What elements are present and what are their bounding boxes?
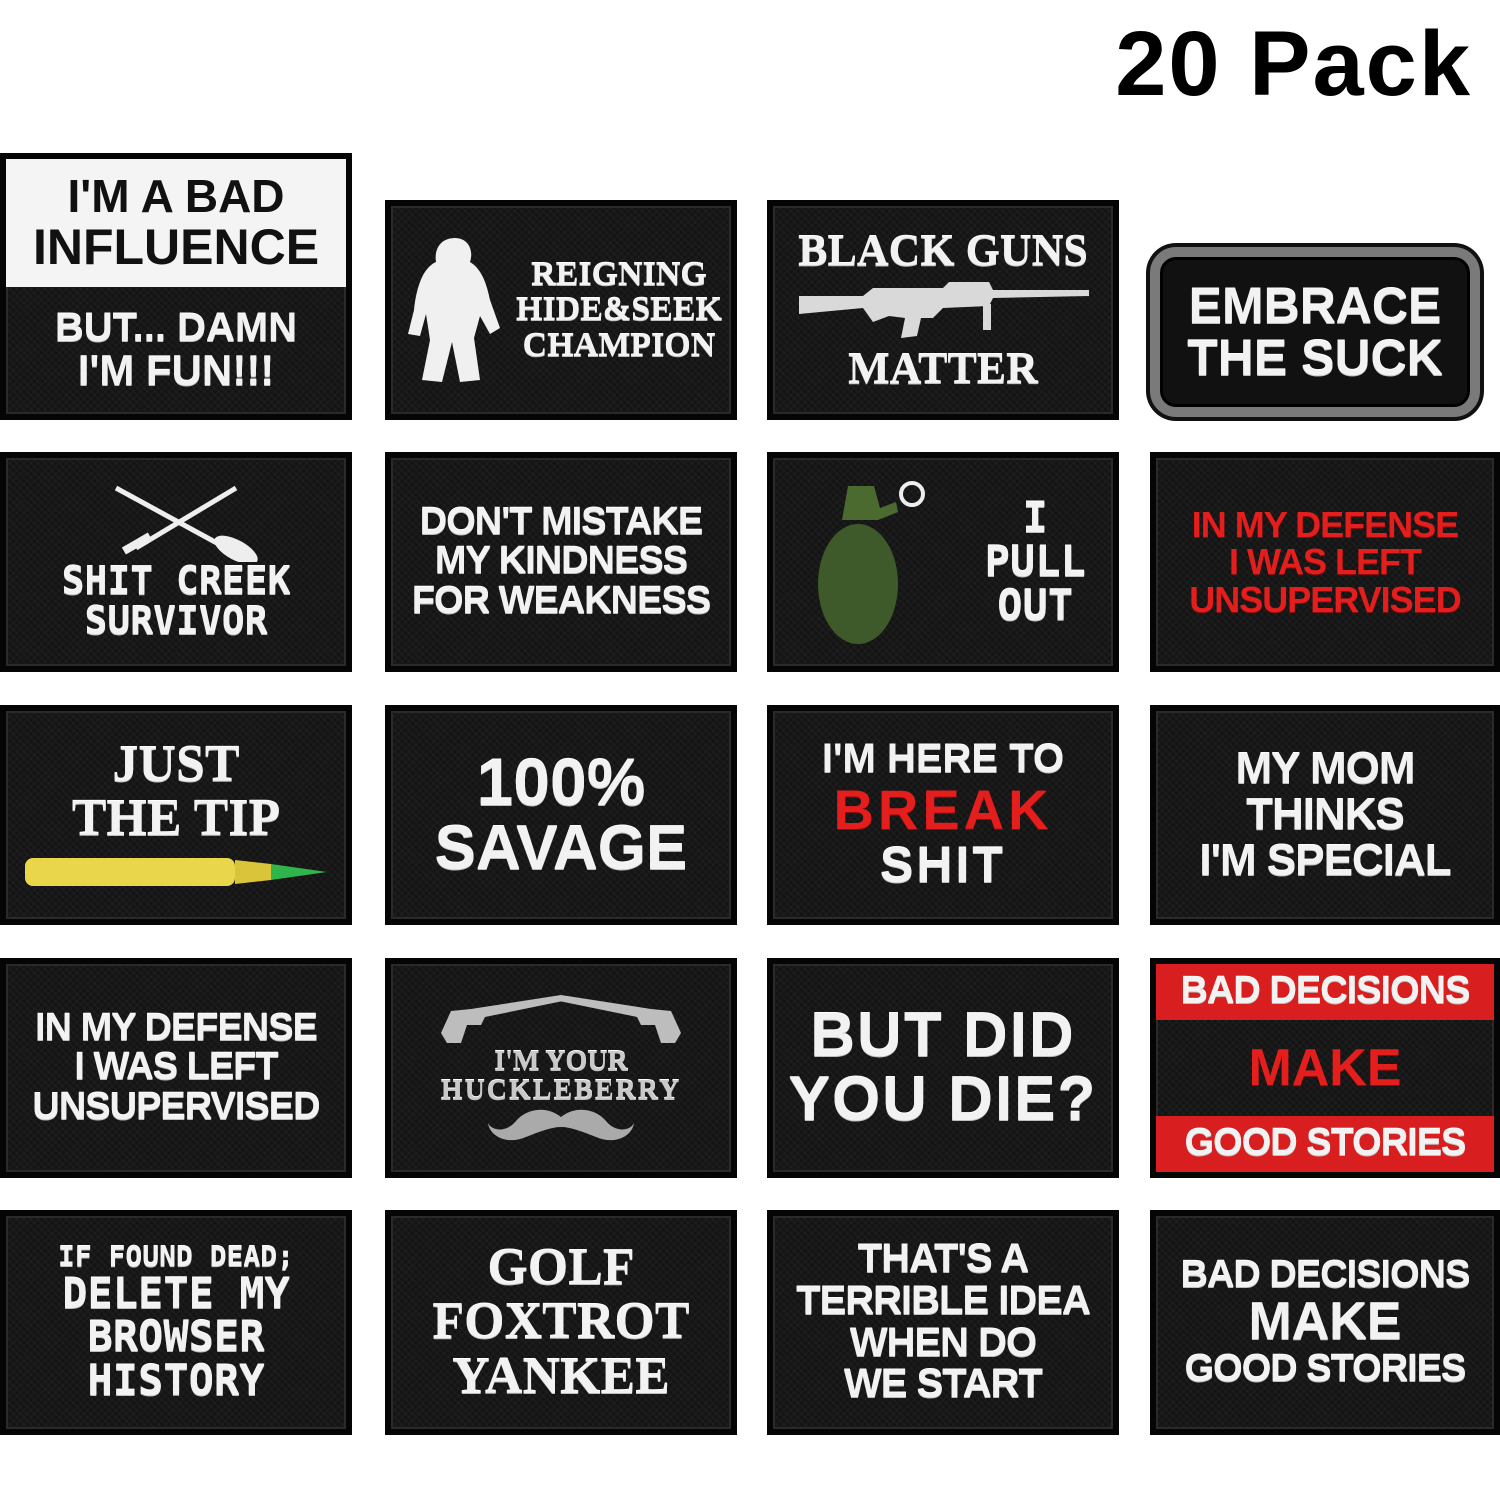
patch-just-the-tip [0,705,352,925]
patch-text-line: MY KINDNESS [434,540,688,583]
patch-text-line: TERRIBLE IDEA [796,1278,1090,1323]
patch-text-line: THAT'S A [857,1237,1029,1282]
crossed-paddles-icon [76,482,276,562]
patch-bad-influence [0,153,352,420]
patch-embrace-the-suck [1150,247,1480,417]
patch-text-line: YOU DIE? [788,1065,1098,1134]
patch-in-my-defense-white [0,958,352,1178]
rifle-icon [793,274,1093,346]
patch-text-line: SHIT CREEK [61,559,291,604]
patch-pull-out [767,452,1119,672]
patch-text-line: BLACK GUNS [798,226,1088,276]
patch-text-line: CHAMPION [522,326,716,364]
patch-text-line: I WAS LEFT [74,1046,278,1089]
patch-text-line: GOOD STORIES [1184,1122,1466,1165]
patch-text-line: BREAK [833,777,1053,841]
patch-text-line: WHEN DO [849,1320,1037,1365]
grenade-icon [800,472,930,652]
patch-text-line: I WAS LEFT [1229,541,1421,583]
patch-golf-foxtrot-yankee [385,1210,737,1435]
patch-text-line: FOR WEAKNESS [411,579,711,622]
patch-text-line: HUCKLEBERRY [440,1075,682,1106]
patch-text-line: I'M A BAD [67,170,285,223]
patch-text-line: INFLUENCE [32,218,320,275]
patch-hide-and-seek [385,200,737,420]
white-band [6,159,346,287]
patch-text-line: BUT DID [810,1000,1076,1070]
patch-text-line: I'M FUN!!! [77,347,275,395]
patch-text-line: YANKEE [452,1347,670,1405]
patch-text-line: SHIT [880,836,1006,893]
patch-text-line: BAD DECISIONS [1180,1253,1470,1296]
patch-text-line: I'M HERE TO [821,737,1065,782]
patch-text-line: PULL [984,537,1086,587]
patch-text-line: WE START [844,1362,1042,1407]
patch-text-line: THE SUCK [1187,330,1443,386]
patch-text-line: MAKE [1248,1293,1402,1352]
patch-terrible-idea [767,1210,1119,1435]
patch-in-my-defense-red [1150,452,1500,672]
bigfoot-icon [400,230,510,390]
red-band [1156,964,1494,1020]
patch-text-line: JUST [112,735,240,793]
patch-text-line: REIGNING [531,255,707,293]
patch-text-line: I'M YOUR [494,1045,628,1077]
patch-text-line: GOOD STORIES [1184,1347,1466,1390]
patch-text-line: GOLF [487,1239,635,1297]
patch-savage [385,705,737,925]
patch-text-line: 100% [476,745,646,820]
patch-text-line: BUT... DAMN [54,305,298,350]
revolvers-icon [411,991,711,1047]
patch-text-line: DON'T MISTAKE [419,500,703,543]
patch-text-line: THINKS [1246,790,1404,840]
patch-text-line: UNSUPERVISED [32,1085,320,1128]
pack-count-title: 20 Pack [1115,13,1472,115]
patch-text-line: IN MY DEFENSE [35,1006,317,1049]
patch-text-line: MAKE [1248,1038,1402,1097]
patch-huckleberry [385,958,737,1178]
patch-text-line: UNSUPERVISED [1189,578,1461,620]
patch-my-mom [1150,705,1500,925]
bullet-icon [21,852,331,892]
red-band [1156,1116,1494,1172]
patch-bad-decisions-white [1150,1210,1500,1435]
patch-break-shit [767,705,1119,925]
patch-black-guns [767,200,1119,420]
patch-text-line: MY MOM [1235,744,1415,794]
patch-if-found-dead [0,1210,352,1435]
patch-shit-creek [0,452,352,672]
patch-text-line: BAD DECISIONS [1180,970,1470,1012]
patch-text-line: THE TIP [71,790,281,847]
mustache-icon [486,1105,636,1145]
patch-text-line: FOXTROT [432,1293,690,1351]
patch-dont-mistake [385,452,737,672]
patch-text-line: HIDE&SEEK [516,291,722,329]
patch-text-line: SURVIVOR [84,599,268,643]
patch-text-line: IF FOUND DEAD; [57,1240,294,1274]
patch-but-did-you-die [767,958,1119,1178]
patch-text-line: MATTER [848,344,1038,393]
patch-text-line: OUT [997,580,1074,630]
patch-text-line: HISTORY [87,1355,265,1405]
patch-text-line: BROWSER [87,1312,265,1362]
patch-text-line: DELETE MY [62,1268,290,1318]
patch-bad-decisions-red [1150,958,1500,1178]
patch-text-line: I [1022,493,1048,543]
patch-text-line: EMBRACE [1188,278,1442,334]
patch-text-line: IN MY DEFENSE [1191,503,1459,545]
patch-text-line: I'M SPECIAL [1199,835,1451,885]
patch-text-line: SAVAGE [434,814,688,884]
